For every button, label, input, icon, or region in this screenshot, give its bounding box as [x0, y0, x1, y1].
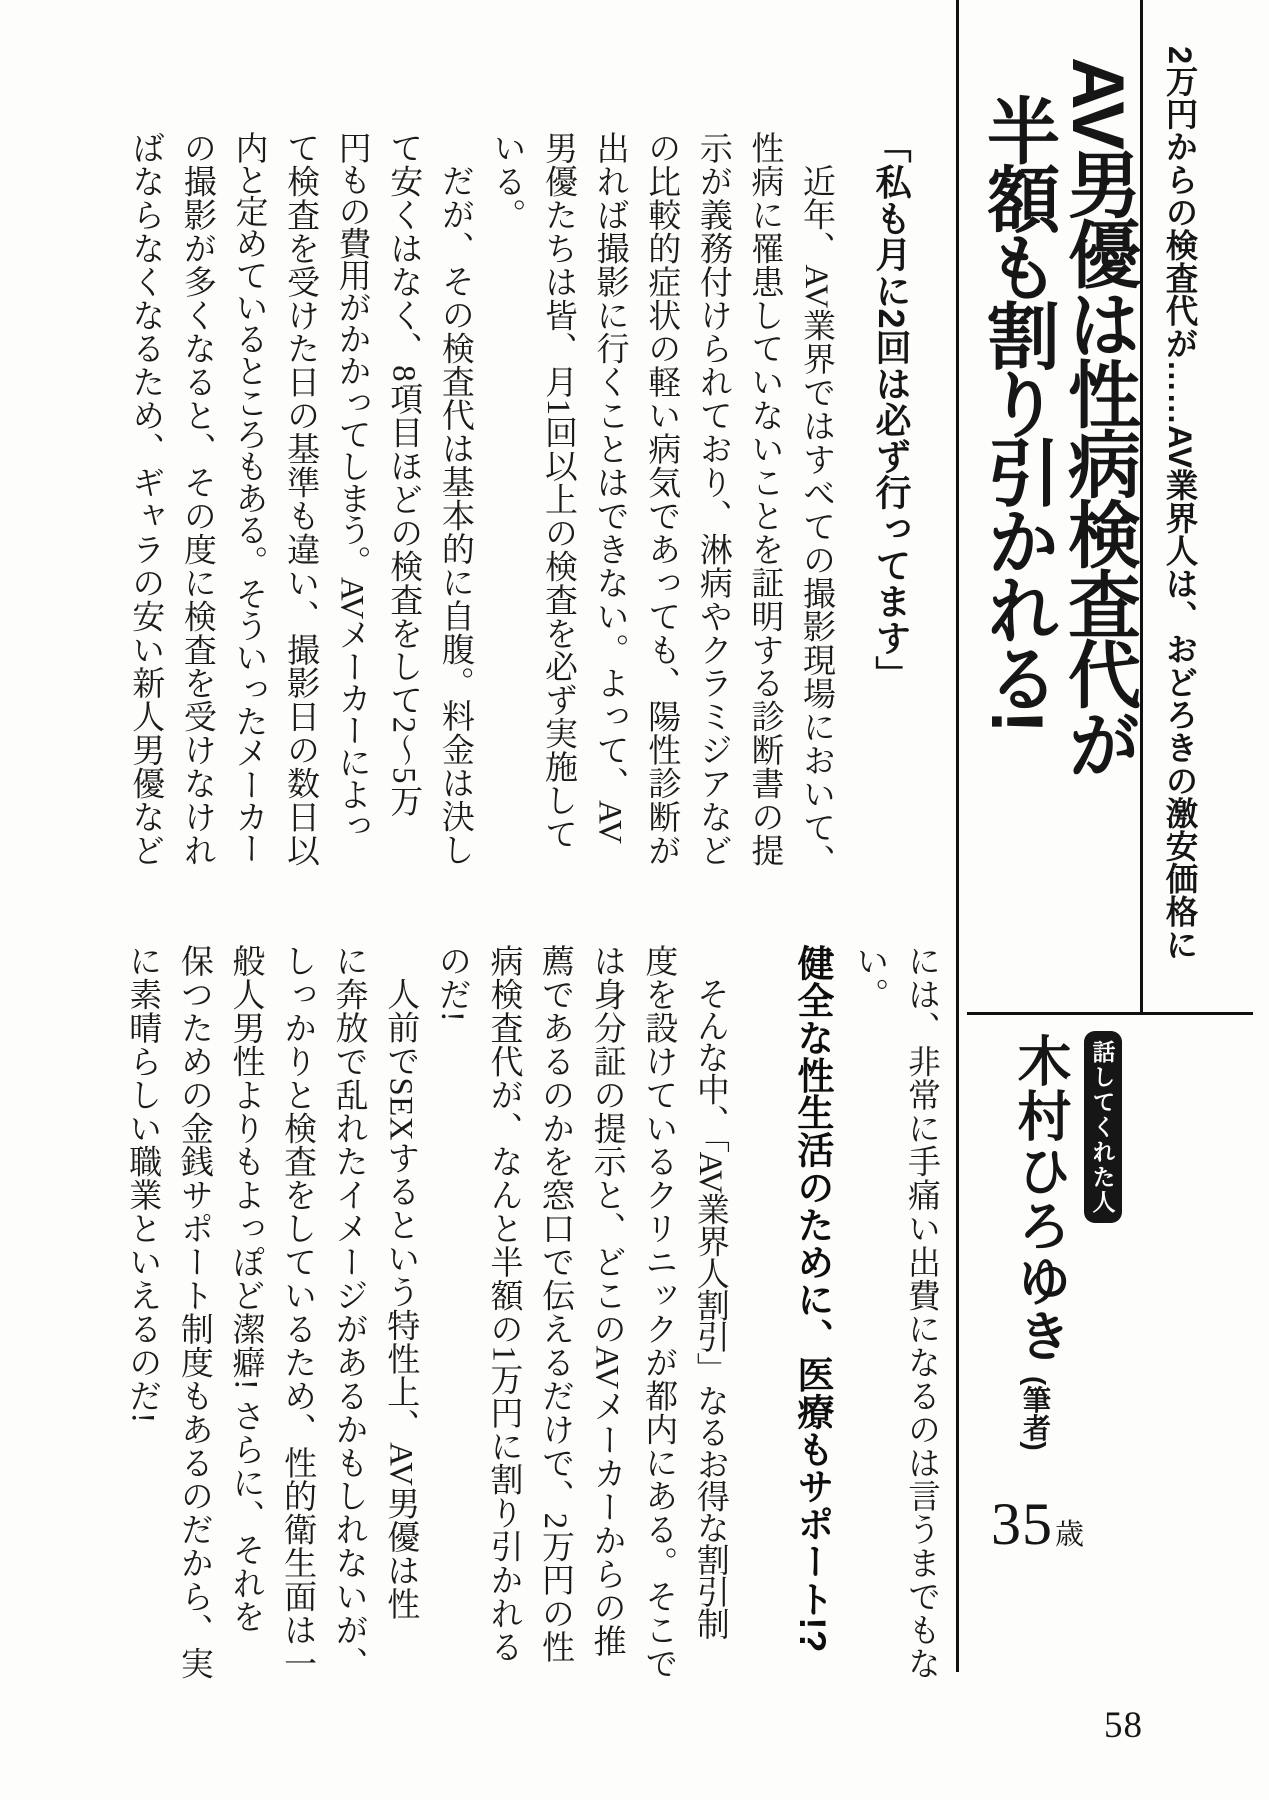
body-column: て安くはなく、8項目ほどの検査をして2〜5万 — [385, 131, 422, 818]
body-column: て検査を受けた日の基準も違い、撮影日の数日以 — [282, 131, 319, 867]
body-column: しっかりと検査をしているため、性的衛生面は一 — [279, 944, 316, 1680]
contributor-age-suffix: 歳 — [1055, 1519, 1085, 1551]
body-column: 円もの費用がかかってしまう。AVメーカーによっ — [333, 131, 370, 841]
body-column: 保つための金銭サポート制度もあるのだから、実 — [175, 944, 212, 1680]
headline-line-2: 半額も割り引かれる! — [976, 93, 1057, 730]
body-column: 病検査代が、なんと半額の1万円に割り引かれる — [485, 944, 522, 1664]
body-upper-block — [119, 131, 841, 878]
body-column: 示が義務付けられており、淋病やクラミジアなど — [694, 131, 731, 867]
body-column: 男優たちは皆、月1回以上の検査を必ず実施して — [540, 131, 577, 851]
body-column: だが、その検査代は基本的に自腹。料金は決し — [436, 164, 473, 867]
contributor-age-number: 35 — [991, 1491, 1053, 1557]
divider-horizontal-contributor — [967, 1012, 1253, 1015]
body-column: 内と定めているところもある。そういったメーカー — [230, 131, 267, 864]
divider-vertical-body — [956, 0, 959, 1672]
body-column: 出れば撮影に行くことはできない。よって、AV — [591, 131, 628, 845]
body-column: の比較的症状の軽い病気であっても、陽性診断が — [643, 131, 680, 867]
body-column: に素晴らしい職業といえるのだ! — [124, 944, 161, 1424]
body-column: 人前でSEXするという特性上、AV男優は性 — [382, 977, 419, 1621]
kicker-text: 2万円からの検査代が……AV業界人は、おどろきの激安価格に — [1162, 46, 1198, 961]
page-number: 58 — [1104, 1705, 1143, 1746]
contributor-badge — [1084, 1031, 1122, 1223]
body-column: そんな中、「AV業界人割引」なるお得な割引制 — [691, 977, 728, 1639]
body-lower-block — [116, 944, 946, 1683]
body-column: 性病に罹患していないことを証明する診断書の提 — [746, 131, 783, 867]
body-column: 度を設けているクリニックが都内にある。そこで — [640, 944, 677, 1680]
body-column: いる。 — [488, 131, 525, 232]
body-column: 般人男性よりもよっぽど潔癖! さらに、それを — [227, 944, 264, 1634]
contributor-age — [991, 1491, 1085, 1557]
quote-subheading: 「私も月に2回は必ず行ってます」 — [871, 127, 912, 692]
body-column: 薦であるのかを窓口で伝えるだけで、2万円の性 — [537, 944, 574, 1664]
contributor-badge-label: 話してくれた人 — [1089, 1039, 1116, 1215]
headline-line-1: AV男優は性病検査代が — [1057, 57, 1138, 777]
body-column: い。 — [851, 944, 888, 1011]
body-column: のだ! — [433, 944, 470, 1023]
body-column: の撮影が多くなると、その度に検査を受けなけれ — [178, 131, 215, 867]
contributor-role: (筆者) — [1020, 1376, 1051, 1451]
body-column: ばならなくなるため、ギャラの安い新人男優など — [127, 131, 164, 867]
body-column: 近年、AV業界ではすべての撮影現場において、 — [798, 164, 834, 878]
body-column: に奔放で乱れたイメージがあるかもしれないが、 — [330, 944, 367, 1680]
body-column: は身分証の提示と、どこのAVメーカーからの推 — [588, 944, 625, 1658]
contributor-name: 木村ひろゆき — [1010, 1033, 1070, 1363]
section-subheading: 健全な性生活のために、医療もサポート!? — [791, 944, 833, 1653]
body-column: には、非常に手痛い出費になるのは言うまでもな — [903, 944, 939, 1680]
